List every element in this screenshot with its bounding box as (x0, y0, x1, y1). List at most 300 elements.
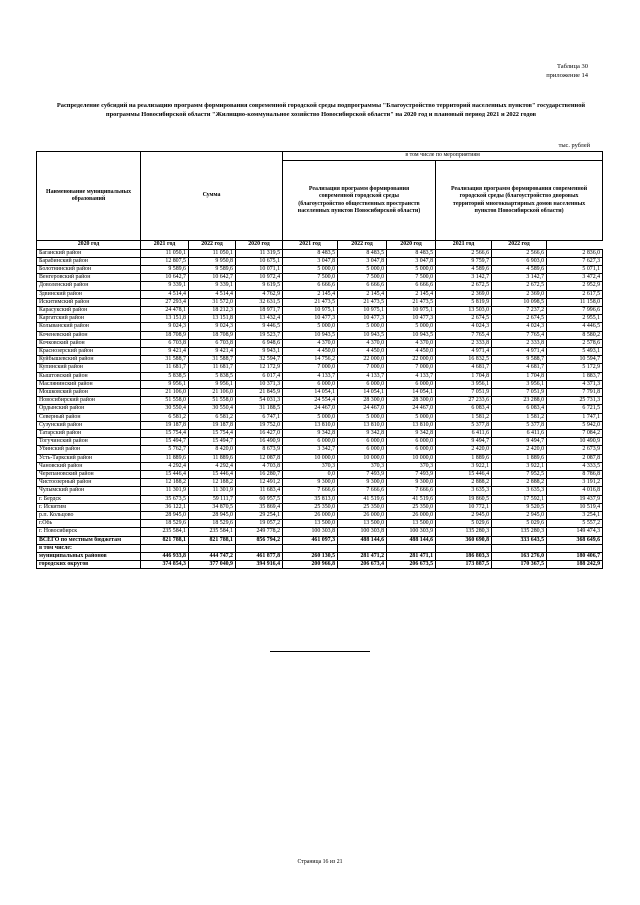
value-cell: 19 752,0 (236, 421, 283, 429)
municipality-name: Северный район (37, 413, 141, 421)
table-header-right (546, 62, 588, 80)
value-cell: 2 369,0 (492, 290, 547, 298)
value-cell: 188 242,9 (547, 561, 603, 569)
value-cell: 9 421,4 (141, 347, 189, 355)
value-cell: 5 762,7 (141, 446, 189, 454)
value-cell: 461 097,3 (283, 536, 338, 544)
value-cell: 5 000,0 (387, 265, 436, 273)
table-row (37, 462, 603, 470)
value-cell: 8 483,5 (387, 249, 436, 257)
value-cell: 3 635,3 (492, 487, 547, 495)
year-header: 2020 год (387, 241, 436, 250)
value-cell: 30 550,4 (141, 405, 189, 413)
value-cell: 54 031,3 (236, 397, 283, 405)
value-cell: 1 704,8 (436, 372, 492, 380)
value-cell: 4 370,0 (283, 339, 338, 347)
value-cell: 27 293,4 (141, 298, 189, 306)
value-cell: 10 000,0 (387, 454, 436, 462)
value-cell: 3 472,4 (547, 274, 603, 282)
value-cell: 5 000,0 (338, 323, 387, 331)
value-cell: 8 420,0 (189, 446, 236, 454)
value-cell: 135 280,3 (492, 528, 547, 536)
municipality-name: Усть-Таркский район (37, 454, 141, 462)
value-cell: 9 339,1 (189, 282, 236, 290)
year-header-row (37, 241, 603, 250)
value-cell: 5 029,6 (492, 520, 547, 528)
value-cell: 2 420,0 (492, 446, 547, 454)
municipality-name: городских округов (37, 561, 141, 569)
value-cell: 10 675,1 (236, 257, 283, 265)
value-cell: 21 473,5 (387, 298, 436, 306)
value-cell: 12 188,2 (189, 479, 236, 487)
value-cell: 370,3 (283, 462, 338, 470)
empty-cell (492, 544, 547, 552)
value-cell: 13 810,0 (338, 421, 387, 429)
table-row (37, 413, 603, 421)
table-row (37, 265, 603, 273)
value-cell: 10 972,4 (236, 274, 283, 282)
value-cell: 18 529,6 (189, 520, 236, 528)
value-cell: 21 106,0 (141, 388, 189, 396)
value-cell: 16 832,5 (436, 356, 492, 364)
value-cell: 21 473,5 (283, 298, 338, 306)
value-cell: 14 054,1 (338, 388, 387, 396)
value-cell: 6 903,0 (492, 257, 547, 265)
value-cell: 3 635,3 (436, 487, 492, 495)
value-cell: 180 406,7 (547, 553, 603, 561)
value-cell: 18 971,7 (236, 306, 283, 314)
value-cell: 6 747,1 (236, 413, 283, 421)
year-header: 2020 год (236, 241, 283, 250)
municipality-name: Сузунский район (37, 421, 141, 429)
value-cell: 15 754,4 (189, 429, 236, 437)
value-cell: 5 000,0 (283, 323, 338, 331)
municipality-name: г. Новосибирск (37, 528, 141, 536)
table-row (37, 290, 603, 298)
municipality-name: Кыштовский район (37, 372, 141, 380)
value-cell: 360 690,8 (436, 536, 492, 544)
empty-cell (236, 544, 283, 552)
municipality-name: муниципальных районов (37, 553, 141, 561)
municipality-name: Коченевский район (37, 331, 141, 339)
municipality-name: Кочковский район (37, 339, 141, 347)
municipality-name: Тогучинский район (37, 438, 141, 446)
value-cell: 5 493,1 (547, 347, 603, 355)
value-cell: 2 333,8 (492, 339, 547, 347)
value-cell: 9 520,5 (492, 503, 547, 511)
municipality-name: Убинский район (37, 446, 141, 454)
value-cell: 7 493,9 (338, 470, 387, 478)
value-cell: 36 122,1 (141, 503, 189, 511)
value-cell: 9 494,7 (436, 438, 492, 446)
value-cell: 10 594,7 (547, 356, 603, 364)
municipality-name: Чановский район (37, 462, 141, 470)
value-cell: 11 319,5 (236, 249, 283, 257)
table-row (37, 356, 603, 364)
value-cell: 2 617,5 (547, 290, 603, 298)
value-cell: 7 627,3 (547, 257, 603, 265)
value-cell: 5 000,0 (283, 413, 338, 421)
col-incl-header: в том числе по мероприятиям (283, 152, 603, 161)
value-cell: 10 477,3 (283, 315, 338, 323)
value-cell: 821 788,1 (141, 536, 189, 544)
value-cell: 4 333,5 (547, 462, 603, 470)
value-cell: 4 762,9 (236, 290, 283, 298)
municipality-name: Баганский район (37, 249, 141, 257)
value-cell: 22 000,0 (387, 356, 436, 364)
value-cell: 41 519,6 (338, 495, 387, 503)
value-cell: 2 888,2 (492, 479, 547, 487)
table-row (37, 487, 603, 495)
value-cell: 2 672,5 (492, 282, 547, 290)
value-cell: 5 071,1 (547, 265, 603, 273)
value-cell: 16 280,7 (236, 470, 283, 478)
value-cell: 7 000,0 (387, 364, 436, 372)
value-cell: 7 765,4 (492, 331, 547, 339)
value-cell: 13 500,0 (283, 520, 338, 528)
value-cell: 4 450,0 (387, 347, 436, 355)
value-cell: 11 683,4 (236, 487, 283, 495)
value-cell: 9 342,8 (338, 429, 387, 437)
value-cell: 2 420,0 (436, 446, 492, 454)
municipality-name: Чулымский район (37, 487, 141, 495)
value-cell: 28 945,0 (189, 512, 236, 520)
value-cell: 281 471,1 (387, 553, 436, 561)
value-cell: 35 813,0 (283, 495, 338, 503)
value-cell: 370,3 (387, 462, 436, 470)
value-cell: 10 519,4 (547, 503, 603, 511)
value-cell: 2 888,2 (436, 479, 492, 487)
municipality-name: Искитимский район (37, 298, 141, 306)
value-cell: 9 956,1 (141, 380, 189, 388)
value-cell: 10 371,3 (236, 380, 283, 388)
value-cell: 9 300,0 (338, 479, 387, 487)
col-name-header: Наименование муниципальных образований (37, 152, 141, 241)
value-cell: 5 942,0 (547, 421, 603, 429)
value-cell: 18 708,9 (141, 331, 189, 339)
value-cell: 10 943,5 (283, 331, 338, 339)
value-cell: 9 446,5 (236, 323, 283, 331)
value-cell: 51 558,0 (189, 397, 236, 405)
value-cell: 8 483,5 (283, 249, 338, 257)
table-row (37, 249, 603, 257)
value-cell: 10 943,5 (387, 331, 436, 339)
table-row (37, 347, 603, 355)
value-cell: 10 490,9 (547, 438, 603, 446)
value-cell: 7 000,0 (283, 364, 338, 372)
value-cell: 9 421,4 (189, 347, 236, 355)
value-cell: 4 133,7 (338, 372, 387, 380)
municipality-name: Черепановский район (37, 470, 141, 478)
value-cell: 9 943,1 (236, 347, 283, 355)
table-row (37, 274, 603, 282)
year-header: 2021 год (436, 241, 492, 250)
value-cell: 4 971,4 (492, 347, 547, 355)
value-cell: 9 588,7 (492, 356, 547, 364)
value-cell: 24 467,0 (338, 405, 387, 413)
value-cell: 1 747,1 (547, 413, 603, 421)
value-cell: 2 945,0 (492, 512, 547, 520)
value-cell: 18 212,3 (189, 306, 236, 314)
value-cell: 374 854,3 (141, 561, 189, 569)
value-cell: 28 300,0 (338, 397, 387, 405)
value-cell: 23 288,0 (492, 397, 547, 405)
value-cell: 7 996,6 (547, 306, 603, 314)
municipality-name: Доволенский район (37, 282, 141, 290)
municipality-name: г. Бердск (37, 495, 141, 503)
table-row (37, 388, 603, 396)
value-cell: 5 838,5 (141, 372, 189, 380)
value-cell: 7 000,0 (338, 364, 387, 372)
value-cell: 4 703,8 (236, 462, 283, 470)
value-cell: 25 350,0 (387, 503, 436, 511)
value-cell: 14 756,2 (283, 356, 338, 364)
value-cell: 8 580,2 (547, 331, 603, 339)
value-cell: 2 945,0 (436, 512, 492, 520)
table-row (37, 454, 603, 462)
value-cell: 11 681,7 (189, 364, 236, 372)
table-row (37, 553, 603, 561)
value-cell: 13 810,0 (387, 421, 436, 429)
value-cell: 9 300,0 (387, 479, 436, 487)
table-row (37, 315, 603, 323)
value-cell: 135 280,3 (436, 528, 492, 536)
value-cell: 2 672,5 (436, 282, 492, 290)
value-cell: 13 503,0 (436, 306, 492, 314)
year-header: 2020 год (37, 241, 141, 250)
value-cell: 2 145,4 (283, 290, 338, 298)
value-cell: 11 301,9 (189, 487, 236, 495)
value-cell: 8 786,8 (547, 470, 603, 478)
value-cell: 821 788,1 (189, 536, 236, 544)
value-cell: 21 845,9 (236, 388, 283, 396)
value-cell: 3 956,1 (492, 380, 547, 388)
value-cell: 3 047,8 (387, 257, 436, 265)
municipality-name: ВСЕГО по местным бюджетам (37, 536, 141, 544)
value-cell: 3 922,1 (436, 462, 492, 470)
value-cell: 7 051,9 (492, 388, 547, 396)
value-cell: 9 339,1 (141, 282, 189, 290)
table-row (37, 561, 603, 569)
value-cell: 394 916,4 (236, 561, 283, 569)
value-cell: 7 666,6 (387, 487, 436, 495)
value-cell: 6 721,5 (547, 405, 603, 413)
value-cell: 19 437,9 (547, 495, 603, 503)
value-cell: 3 342,7 (283, 446, 338, 454)
value-cell: 4 446,5 (547, 323, 603, 331)
table-row (37, 479, 603, 487)
value-cell: 25 731,3 (547, 397, 603, 405)
page-number: Страница 16 из 21 (297, 859, 343, 865)
value-cell: 249 778,2 (236, 528, 283, 536)
value-cell: 11 158,0 (547, 298, 603, 306)
value-cell: 6 666,6 (283, 282, 338, 290)
value-cell: 1 889,6 (436, 454, 492, 462)
appendix-label: приложение 14 (546, 72, 588, 79)
table-row (37, 298, 603, 306)
value-cell: 12 807,5 (141, 257, 189, 265)
value-cell: 200 966,8 (283, 561, 338, 569)
value-cell: 3 142,7 (436, 274, 492, 282)
empty-cell (189, 544, 236, 552)
value-cell: 10 943,5 (338, 331, 387, 339)
value-cell: 7 084,2 (547, 429, 603, 437)
value-cell: 9 024,3 (189, 323, 236, 331)
value-cell: 6 703,8 (141, 339, 189, 347)
value-cell: 173 887,5 (436, 561, 492, 569)
municipality-name: Колыванский район (37, 323, 141, 331)
table-row (37, 282, 603, 290)
value-cell: 10 000,0 (283, 454, 338, 462)
value-cell: 15 494,7 (141, 438, 189, 446)
value-cell: 17 592,1 (492, 495, 547, 503)
municipality-name: Новосибирский район (37, 397, 141, 405)
value-cell: 7 952,5 (492, 470, 547, 478)
table-row (37, 380, 603, 388)
value-cell: 59 111,7 (189, 495, 236, 503)
municipality-name: Мошковский район (37, 388, 141, 396)
value-cell: 29 254,1 (236, 512, 283, 520)
value-cell: 10 000,0 (338, 454, 387, 462)
value-cell: 6 411,6 (492, 429, 547, 437)
municipality-name: Здвинский район (37, 290, 141, 298)
value-cell: 2 566,6 (492, 249, 547, 257)
value-cell: 26 000,0 (338, 512, 387, 520)
value-cell: 6 000,0 (387, 380, 436, 388)
footer-divider (270, 651, 370, 652)
year-header: 2022 год (338, 241, 387, 250)
value-cell: 9 589,6 (189, 265, 236, 273)
value-cell: 31 188,5 (236, 405, 283, 413)
value-cell: 3 922,1 (492, 462, 547, 470)
table-row (37, 339, 603, 347)
empty-cell (283, 544, 338, 552)
value-cell: 15 754,4 (141, 429, 189, 437)
value-cell: 461 877,8 (236, 553, 283, 561)
value-cell: 7 051,9 (436, 388, 492, 396)
value-cell: 4 681,7 (436, 364, 492, 372)
value-cell: 10 642,7 (189, 274, 236, 282)
value-cell: 15 446,4 (189, 470, 236, 478)
value-cell: 6 666,6 (387, 282, 436, 290)
value-cell: 6 581,2 (189, 413, 236, 421)
value-cell: 25 350,0 (338, 503, 387, 511)
col-prog2-header: Реализация программ формирования современной городской среды (благоустройство дворовых территорий многоквартирных домов населенных пунктов Новосибирской области) (436, 161, 603, 241)
value-cell: 12 087,8 (236, 454, 283, 462)
value-cell: 3 191,2 (547, 479, 603, 487)
value-cell: 27 233,6 (436, 397, 492, 405)
value-cell: 6 083,4 (492, 405, 547, 413)
value-cell: 10 477,3 (387, 315, 436, 323)
value-cell: 4 133,7 (387, 372, 436, 380)
table-row (37, 331, 603, 339)
value-cell: 4 514,4 (189, 290, 236, 298)
value-cell: 6 411,6 (436, 429, 492, 437)
value-cell: 4 292,4 (141, 462, 189, 470)
municipality-name: Краснозерский район (37, 347, 141, 355)
municipality-name: Татарский район (37, 429, 141, 437)
value-cell: 10 098,5 (492, 298, 547, 306)
value-cell: 235 584,1 (189, 528, 236, 536)
value-cell: 4 024,3 (492, 323, 547, 331)
value-cell: 5 000,0 (387, 323, 436, 331)
value-cell: 170 367,5 (492, 561, 547, 569)
value-cell: 21 106,0 (189, 388, 236, 396)
value-cell: 7 791,8 (547, 388, 603, 396)
value-cell: 444 747,2 (189, 553, 236, 561)
table-row (37, 372, 603, 380)
table-row (37, 364, 603, 372)
value-cell: 13 500,0 (387, 520, 436, 528)
value-cell: 100 303,9 (387, 528, 436, 536)
table-row (37, 446, 603, 454)
value-cell: 149 474,3 (547, 528, 603, 536)
value-cell: 7 500,0 (338, 274, 387, 282)
table-row (37, 520, 603, 528)
value-cell: 25 350,0 (283, 503, 338, 511)
value-cell: 5 557,2 (547, 520, 603, 528)
year-header: 2022 год (492, 241, 547, 250)
value-cell: 4 450,0 (283, 347, 338, 355)
value-cell: 4 370,0 (387, 339, 436, 347)
value-cell: 28 300,0 (387, 397, 436, 405)
value-cell: 6 581,2 (141, 413, 189, 421)
value-cell: 7 765,4 (436, 331, 492, 339)
value-cell: 4 024,3 (436, 323, 492, 331)
value-cell: 10 975,1 (387, 306, 436, 314)
value-cell: 6 083,4 (436, 405, 492, 413)
value-cell: 6 000,0 (338, 446, 387, 454)
value-cell: 9 950,8 (189, 257, 236, 265)
document-title: Распределение субсидий на реализацию программ формирования современной городской среды подпрограммы "Благоустройство территорий населенных пунктов" государственной программы Новосибирской области "Жилищно-коммунальное хозяйство Новосибирской области" на 2020 год и плановый период 2021 и 2022 годов (56, 102, 586, 118)
value-cell: 7 500,0 (283, 274, 338, 282)
value-cell: 19 057,2 (236, 520, 283, 528)
value-cell: 7 493,9 (387, 470, 436, 478)
value-cell: 24 467,0 (387, 405, 436, 413)
value-cell: 2 836,0 (547, 249, 603, 257)
table-row (37, 405, 603, 413)
value-cell: 13 432,4 (236, 315, 283, 323)
value-cell: 16 427,0 (236, 429, 283, 437)
municipality-name: Болотнинский район (37, 265, 141, 273)
value-cell: 2 333,8 (436, 339, 492, 347)
empty-cell (338, 544, 387, 552)
value-cell: 10 772,1 (436, 503, 492, 511)
value-cell: 31 588,7 (189, 356, 236, 364)
value-cell: 6 948,6 (236, 339, 283, 347)
table-row (37, 544, 603, 552)
value-cell: 1 883,7 (547, 372, 603, 380)
year-header: 2022 год (189, 241, 236, 250)
value-cell: 14 054,1 (387, 388, 436, 396)
value-cell: 488 144,6 (387, 536, 436, 544)
value-cell: 13 500,0 (338, 520, 387, 528)
value-cell: 2 674,5 (492, 315, 547, 323)
value-cell: 9 024,3 (141, 323, 189, 331)
value-cell: 206 673,4 (338, 561, 387, 569)
value-cell: 11 050,1 (141, 249, 189, 257)
municipality-name: Венгеровский район (37, 274, 141, 282)
value-cell: 12 491,2 (236, 479, 283, 487)
value-cell: 2 578,6 (547, 339, 603, 347)
value-cell: 26 000,0 (283, 512, 338, 520)
year-header: 2021 год (283, 241, 338, 250)
municipality-name: Барабинский район (37, 257, 141, 265)
value-cell: 26 000,0 (387, 512, 436, 520)
value-cell: 5 172,9 (547, 364, 603, 372)
value-cell: 186 803,3 (436, 553, 492, 561)
value-cell: 4 514,4 (141, 290, 189, 298)
